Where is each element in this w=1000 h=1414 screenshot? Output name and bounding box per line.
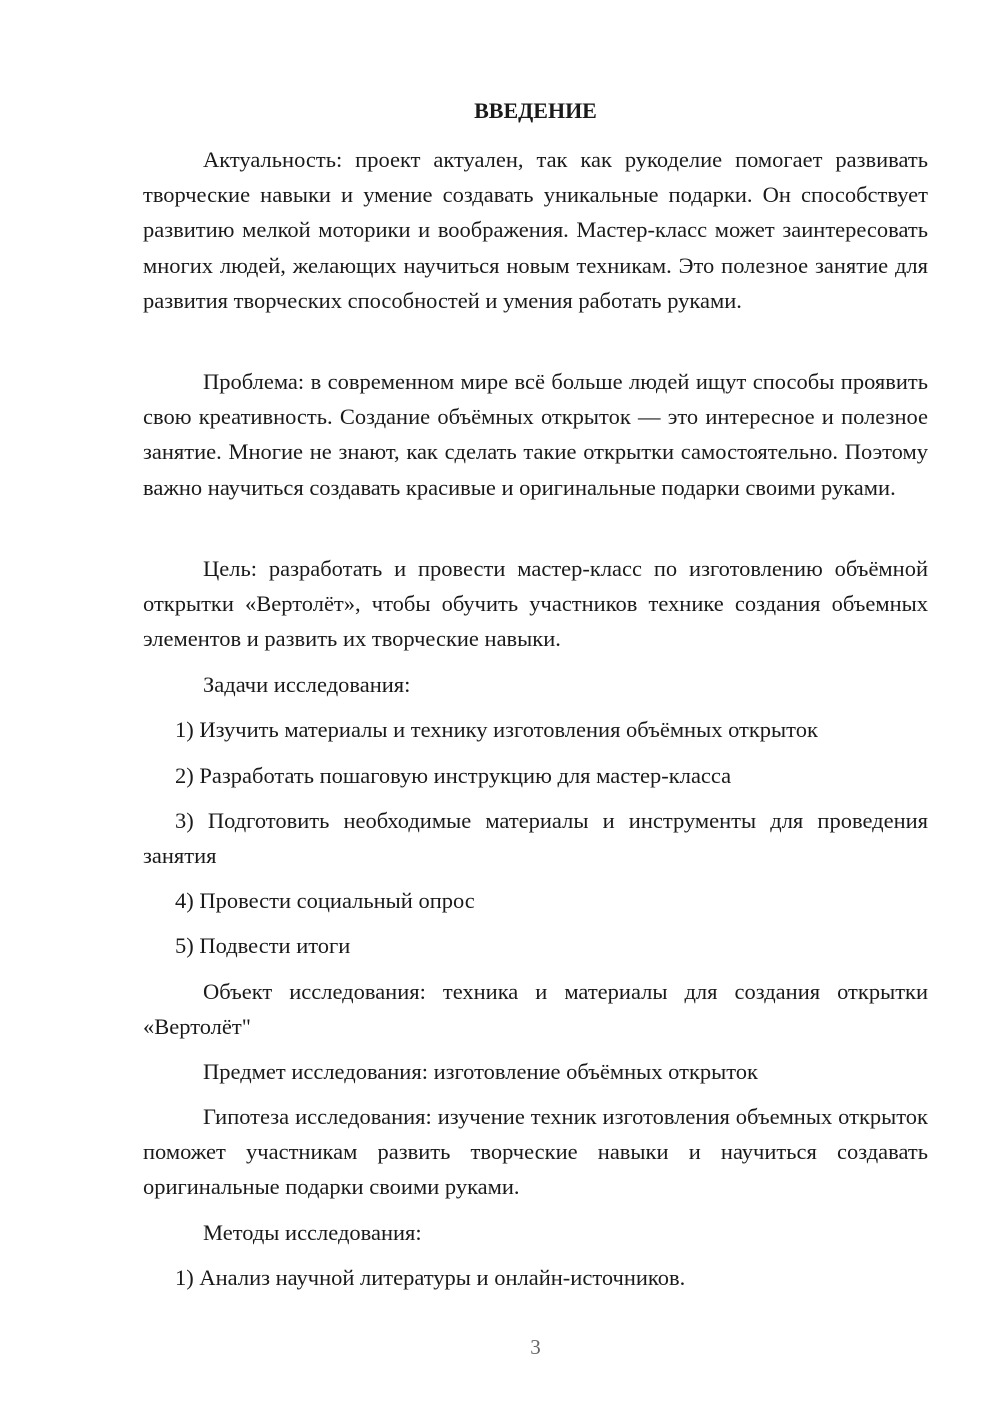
task-item-3: 3) Подготовить необходимые материалы и инструменты для проведения занятия	[143, 808, 928, 869]
paragraph-object: Объект исследования: техника и материалы для создания открытки «Вертолёт"	[143, 979, 928, 1040]
paragraph-problem: Проблема: в современном мире всё больше людей ищут способы проявить свою креативность. Создание объёмных открыток — это интересное и полезное занятие. Многие не знают, как сделать такие открытки самостоятельно. Поэтому важно научиться создавать красивые и оригинальные подарки своими руками.	[143, 369, 928, 500]
paragraph-tasks-heading: Задачи исследования:	[203, 672, 411, 697]
paragraph-hypothesis: Гипотеза исследования: изучение техник изготовления объемных открыток поможет участникам развить творческие навыки и научиться создавать оригинальные подарки своими руками.	[143, 1104, 928, 1200]
paragraph-goal: Цель: разработать и провести мастер-класс по изготовлению объёмной открытки «Вертолёт», чтобы обучить участников технике создания объемных элементов и развить их творческие навыки.	[143, 556, 928, 652]
page-number: 3	[530, 1335, 541, 1359]
paragraph-subject: Предмет исследования: изготовление объёмных открыток	[203, 1059, 758, 1084]
paragraph-relevance: Актуальность: проект актуален, так как рукоделие помогает развивать творческие навыки и умение создавать уникальные подарки. Он способствует развитию мелкой моторики и воображения. Мастер-класс может заинтересовать многих людей, желающих научиться новым техникам. Это полезное занятие для развития творческих способностей и умения работать руками.	[143, 147, 928, 313]
document-page	[143, 0, 928, 1414]
task-item-4: 4) Провести социальный опрос	[175, 888, 475, 913]
task-item-1: 1) Изучить материалы и технику изготовления объёмных открыток	[175, 717, 818, 742]
task-item-2: 2) Разработать пошаговую инструкцию для мастер-класса	[175, 763, 732, 788]
paragraph-methods-heading: Методы исследования:	[203, 1220, 422, 1245]
section-title: ВВЕДЕНИЕ	[474, 98, 597, 123]
method-item-1: 1) Анализ научной литературы и онлайн-источников.	[175, 1265, 686, 1290]
task-item-5: 5) Подвести итоги	[175, 933, 351, 958]
